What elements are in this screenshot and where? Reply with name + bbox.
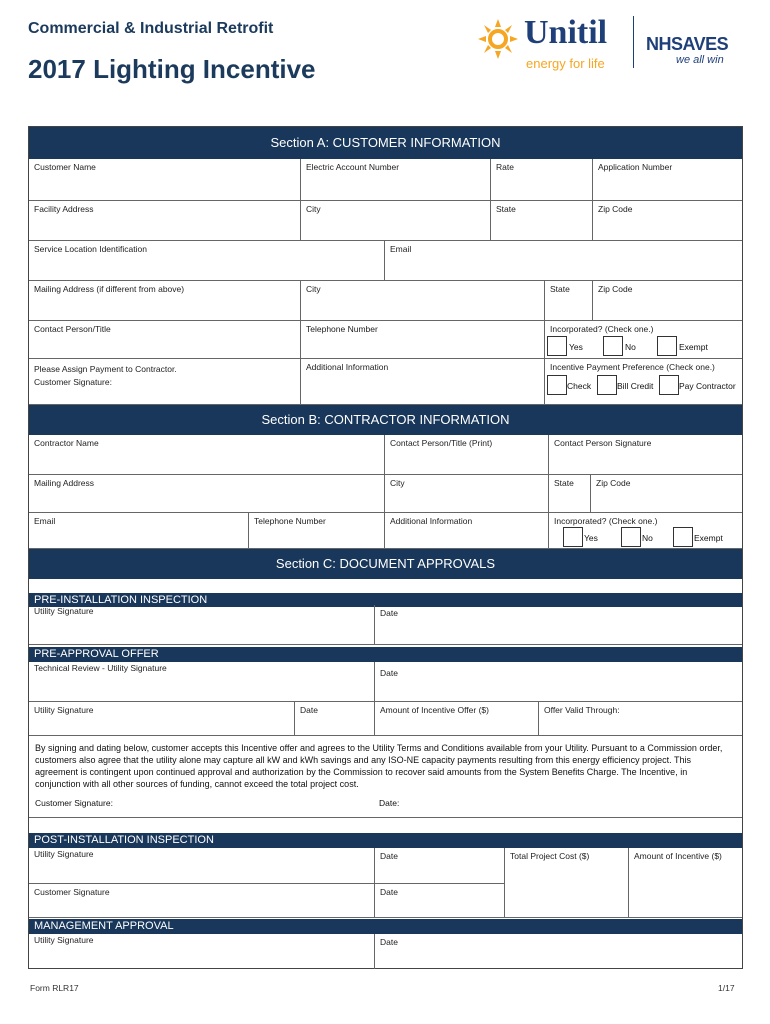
contractor-no-label: No [642, 533, 653, 543]
pre-approval-utility-signature-field[interactable]: Utility Signature [29, 702, 295, 736]
customer-signature-label: Customer Signature: [34, 377, 112, 387]
mailing-city-field[interactable]: City [301, 281, 545, 321]
facility-zip-field[interactable]: Zip Code [593, 201, 742, 241]
incorporated-no-checkbox[interactable] [603, 336, 623, 356]
contractor-no-checkbox[interactable] [621, 527, 641, 547]
incorporated-exempt-label: Exempt [679, 342, 708, 352]
facility-address-field[interactable]: Facility Address [29, 201, 301, 241]
contractor-incorporated-label: Incorporated? (Check one.) [554, 516, 658, 526]
application-number-field[interactable]: Application Number [593, 159, 742, 201]
service-location-field[interactable]: Service Location Identification [29, 241, 385, 281]
incorporated-yes-label: Yes [569, 342, 583, 352]
incorporated-no-label: No [625, 342, 636, 352]
incorporated-label: Incorporated? (Check one.) [550, 324, 654, 334]
additional-info-field[interactable]: Additional Information [301, 359, 545, 405]
form-subtitle: Commercial & Industrial Retrofit [28, 20, 274, 37]
incorporated-group [545, 321, 742, 359]
contractor-telephone-field[interactable]: Telephone Number [249, 513, 385, 549]
telephone-field[interactable]: Telephone Number [301, 321, 545, 359]
form-revision: 1/17 [718, 983, 735, 993]
payment-pay-contractor-checkbox[interactable] [659, 375, 679, 395]
payment-preference-label: Incentive Payment Preference (Check one.) [550, 362, 715, 372]
nhsaves-logo: NHSAVES [646, 34, 729, 54]
pre-installation-header: PRE-INSTALLATION INSPECTION [29, 593, 742, 607]
contractor-city-field[interactable]: City [385, 475, 549, 513]
payment-pay-contractor-label: Pay Contractor [679, 381, 736, 391]
management-date-field[interactable]: Date [380, 937, 398, 947]
logo-divider [633, 16, 634, 68]
logo-area [476, 14, 741, 74]
contractor-zip-field[interactable]: Zip Code [591, 475, 742, 513]
agreement-customer-signature-input[interactable] [109, 797, 369, 813]
agreement-customer-signature-label: Customer Signature: [35, 798, 113, 808]
payment-bill-credit-label: Bill Credit [617, 381, 654, 391]
facility-state-field[interactable]: State [491, 201, 593, 241]
nhsaves-tagline: we all win [676, 54, 724, 66]
payment-check-checkbox[interactable] [547, 375, 567, 395]
payment-check-label: Check [567, 381, 592, 391]
amount-incentive-offer-field[interactable]: Amount of Incentive Offer ($) [375, 702, 539, 736]
unitil-tagline: energy for life [526, 56, 605, 71]
payment-bill-credit-checkbox[interactable] [597, 375, 617, 395]
agreement-date-input[interactable] [409, 797, 709, 813]
pre-install-utility-signature-field[interactable]: Utility Signature [29, 605, 375, 645]
contractor-exempt-checkbox[interactable] [673, 527, 693, 547]
form-id: Form RLR17 [30, 983, 79, 993]
post-installation-header: POST-INSTALLATION INSPECTION [29, 833, 742, 848]
contractor-name-field[interactable]: Contractor Name [29, 435, 385, 475]
contractor-yes-checkbox[interactable] [563, 527, 583, 547]
pre-approval-header: PRE-APPROVAL OFFER [29, 647, 742, 662]
total-project-cost-field[interactable]: Total Project Cost ($) [505, 848, 629, 918]
agreement-divider [29, 817, 742, 818]
rate-field[interactable]: Rate [491, 159, 593, 201]
incorporated-yes-checkbox[interactable] [547, 336, 567, 356]
assign-payment-block [29, 359, 301, 405]
management-utility-signature-field[interactable]: Utility Signature [29, 934, 375, 969]
offer-valid-through-field[interactable]: Offer Valid Through: [539, 702, 742, 736]
post-install-customer-signature-field[interactable]: Customer Signature [29, 884, 375, 918]
contractor-exempt-label: Exempt [694, 533, 723, 543]
section-c-header: Section C: DOCUMENT APPROVALS [29, 549, 742, 579]
section-b-header: Section B: CONTRACTOR INFORMATION [29, 405, 742, 435]
mailing-address-field[interactable]: Mailing Address (if different from above) [29, 281, 301, 321]
management-approval-header: MANAGEMENT APPROVAL [29, 919, 742, 934]
customer-email-field[interactable]: Email [385, 241, 742, 281]
agreement-date-label: Date: [379, 798, 400, 808]
contact-person-field[interactable]: Contact Person/Title [29, 321, 301, 359]
post-install-utility-signature-field[interactable]: Utility Signature [29, 848, 375, 884]
agreement-text: By signing and dating below, customer accepts this Incentive offer and agrees to the Utility Terms and Conditions available from your Utility. Pursuant to a Commission order, customers also agree that the utility alone may capture all kW and kWh savings and any ISO-NE capacity payments resulting from this energy efficiency project. This agreement is contingent upon continued approval and authorization by the Commission to recover said amounts from the System Benefits Charge. The Incentive, in conjunction with all other sources of funding, cannot exceed the total project cost. [35, 743, 723, 789]
amount-of-incentive-field[interactable]: Amount of Incentive ($) [629, 848, 742, 918]
technical-review-date-field[interactable]: Date [375, 662, 742, 702]
pre-install-date-field[interactable]: Date [375, 605, 742, 645]
contractor-additional-info-field[interactable]: Additional Information [385, 513, 549, 549]
post-install-customer-date-field[interactable]: Date [375, 884, 505, 918]
contractor-contact-signature-field[interactable]: Contact Person Signature [549, 435, 742, 475]
contractor-mailing-address-field[interactable]: Mailing Address [29, 475, 385, 513]
form-title: 2017 Lighting Incentive [28, 54, 316, 84]
pre-approval-date-field[interactable]: Date [295, 702, 375, 736]
post-install-date-field[interactable]: Date [375, 848, 505, 884]
section-a-header: Section A: CUSTOMER INFORMATION [29, 127, 742, 159]
contractor-yes-label: Yes [584, 533, 598, 543]
facility-city-field[interactable]: City [301, 201, 491, 241]
mailing-state-field[interactable]: State [545, 281, 593, 321]
technical-review-signature-field[interactable]: Technical Review - Utility Signature [29, 662, 375, 702]
assign-payment-label: Please Assign Payment to Contractor. [34, 364, 177, 374]
electric-account-field[interactable]: Electric Account Number [301, 159, 491, 201]
contractor-email-field[interactable]: Email [29, 513, 249, 549]
contractor-contact-print-field[interactable]: Contact Person/Title (Print) [385, 435, 549, 475]
contractor-state-field[interactable]: State [549, 475, 591, 513]
unitil-logo-text: Unitil [524, 14, 608, 51]
form-body [28, 126, 743, 969]
incorporated-exempt-checkbox[interactable] [657, 336, 677, 356]
customer-name-field[interactable]: Customer Name [29, 159, 301, 201]
mailing-zip-field[interactable]: Zip Code [593, 281, 742, 321]
